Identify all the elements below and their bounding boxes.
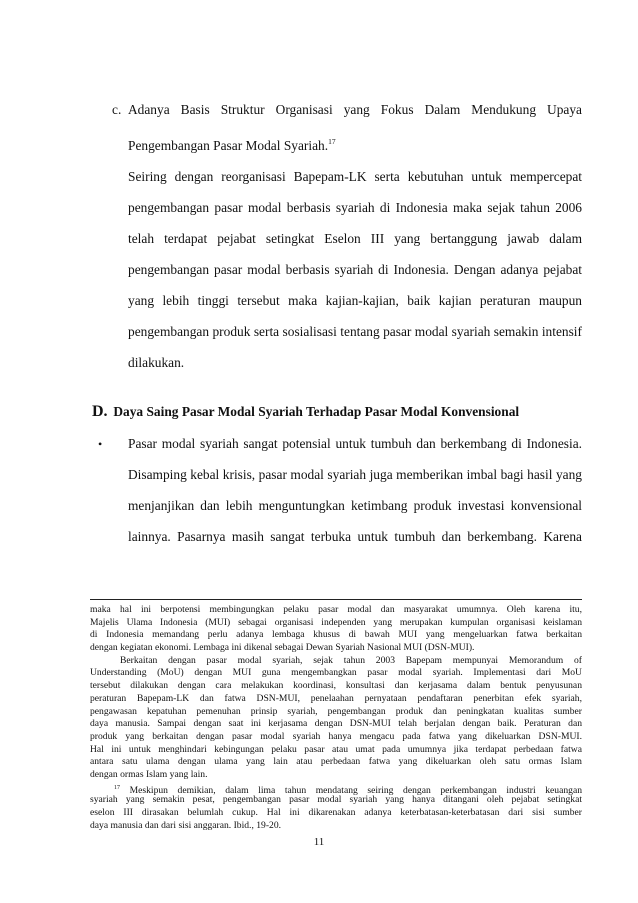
footnote-line: tersebut dilakukan dengan cara melakukan koordinasi, konsultasi dan kerjasama dalam bentuk penyusunan bbox=[90, 680, 582, 692]
footnote-line: Hal ini untuk menghindari kebingungan pelaku pasar atau umat pada umumnya jika terdapat perbedaan fatwa bbox=[90, 743, 582, 755]
paragraph-line: Disamping kebal krisis, pasar modal syariah juga memberikan imbal bagi hasil yang bbox=[128, 467, 582, 482]
footnote-line: dengan kegiatan ekonomi. Lembaga ini dikenal sebagai Dewan Syariah Nasional MUI (DSN-MUI). bbox=[90, 642, 475, 654]
section-c-title-line1: Adanya Basis Struktur Organisasi yang Fokus Dalam Mendukung Upaya bbox=[128, 102, 582, 117]
paragraph-line: pengembangan pasar modal berbasis syariah di Indonesia. Dengan adanya pejabat bbox=[128, 262, 582, 277]
footnote-line: peraturan Bapepam-LK dan fatwa DSN-MUI, penelaahan pernyataan pendaftaran penerbitan efek syariah, bbox=[90, 692, 582, 704]
section-c bbox=[112, 101, 582, 385]
paragraph-line: dilakukan. bbox=[128, 355, 185, 370]
footnote-line: Majelis Ulama Indonesia (MUI) sebagai organisasi independen yang merupakan kumpulan organisasi keislaman bbox=[90, 616, 582, 628]
footnote-line: Berkaitan dengan pasar modal syariah, sejak tahun 2003 Bapepam mempunyai Memorandum of bbox=[120, 654, 582, 666]
footnote-line: Understanding (MoU) dengan MUI guna mengembangkan pasar modal syariah. Implementasi dari MoU bbox=[90, 667, 582, 679]
bullet-icon: • bbox=[98, 437, 103, 451]
footnote-line: eselon III dirasakan belumlah cukup. Hal ini dikarenakan adanya keterbatasan-keterbatasan dari sisi sumber bbox=[90, 807, 582, 818]
section-d-letter: D. bbox=[92, 403, 108, 420]
section-d-heading bbox=[92, 403, 582, 421]
footnote-number-17: 17 bbox=[114, 784, 120, 791]
paragraph-line: Seiring dengan reorganisasi Bapepam-LK serta kebutuhan untuk mempercepat bbox=[128, 169, 582, 184]
section-c-title-line2 bbox=[128, 133, 582, 155]
footnote-line: daya manusia dan dari sisi anggaran. Ibid., 19-20. bbox=[90, 819, 282, 831]
footnotes bbox=[90, 604, 582, 832]
footnote-separator bbox=[90, 599, 582, 600]
bullet-item bbox=[92, 435, 582, 559]
section-c-letter: c. bbox=[112, 102, 122, 117]
footnote-ref-17: 17 bbox=[328, 137, 336, 146]
footnote-line: syariah yang semakin pesat, pengembangan pasar modal syariah yang hanya ditangani oleh pejabat setingkat bbox=[90, 794, 582, 806]
section-c-heading bbox=[112, 101, 582, 119]
footnote-line: daya manusia. Sampai dengan saat ini kerjasama dengan DSN-MUI telah berjalan dengan baik. Peraturan dan bbox=[90, 718, 582, 730]
paragraph-line: pengembangan pasar modal berbasis syariah di Indonesia maka sejak tahun 2006 bbox=[128, 200, 582, 215]
section-d-title: Daya Saing Pasar Modal Syariah Terhadap Pasar Modal Konvensional bbox=[113, 404, 520, 419]
footnote-line: antara satu ulama dengan ulama yang lain atau perbedaan fatwa yang dikeluarkan oleh satu ormas Islam bbox=[90, 756, 582, 768]
paragraph-line: menjanjikan dan lebih menguntungkan ketimbang produk investasi konvensional bbox=[128, 498, 582, 513]
footnote-line: pengawasan kepatuhan pemenuhan prinsip syariah, pengembangan produk dan peningkatan kualitas sumber bbox=[90, 705, 582, 717]
footnote-line: maka hal ini berpotensi membingungkan pelaku pasar modal dan masyarakat umumnya. Oleh karena itu, bbox=[90, 604, 582, 615]
footnote-line: dengan ormas Islam yang lain. bbox=[90, 768, 208, 780]
footnote-line: produk yang berkaitan dengan pasar modal syariah hanya mengacu pada fatwa yang dikeluarkan DSN-MUI. bbox=[90, 730, 582, 742]
paragraph-line: telah terdapat pejabat setingkat Eselon III yang bertanggung jawab dalam bbox=[128, 231, 582, 246]
section-c-title-line2-text: Pengembangan Pasar Modal Syariah. bbox=[128, 138, 329, 153]
bullet-paragraph bbox=[128, 435, 582, 559]
paragraph-line: pengembangan produk serta sosialisasi tentang pasar modal syariah semakin intensif bbox=[128, 324, 582, 339]
footnote-line: di Indonesia memandang perlu adanya lembaga khusus di bawah MUI yang mengeluarkan fatwa berkaitan bbox=[90, 629, 582, 641]
footnote-17-text: Meskipun demikian, dalam lima tahun mendatang seiring dengan perkembangan industri keuangan bbox=[129, 784, 582, 796]
paragraph-line: yang lebih tinggi tersebut maka kajian-kajian, baik kajian peraturan maupun bbox=[128, 293, 582, 308]
paragraph-line: Pasar modal syariah sangat potensial untuk tumbuh dan berkembang di Indonesia. bbox=[128, 436, 582, 451]
paragraph-line: lainnya. Pasarnya masih sangat terbuka untuk tumbuh dan berkembang. Karena bbox=[128, 529, 582, 544]
footnote-17-first-line bbox=[90, 782, 582, 795]
page-number: 11 bbox=[313, 836, 325, 848]
section-c-paragraph bbox=[128, 168, 582, 385]
section-d bbox=[92, 403, 582, 559]
